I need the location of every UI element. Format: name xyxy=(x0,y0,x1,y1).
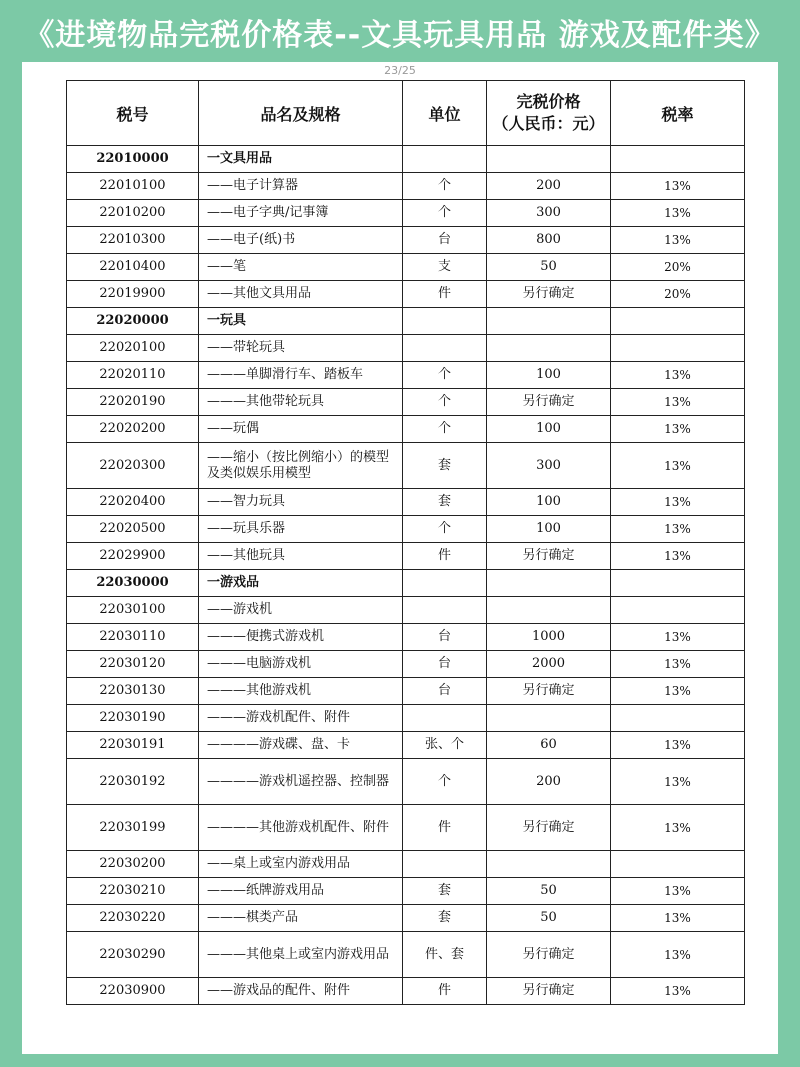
scanned-document xyxy=(22,62,778,1054)
cell-item-name: ———电脑游戏机 xyxy=(199,651,403,678)
table-row xyxy=(67,678,745,705)
cell-price: 100 xyxy=(487,489,611,516)
cell-item-name: ————游戏碟、盘、卡 xyxy=(199,732,403,759)
cell-price: 另行确定 xyxy=(487,978,611,1005)
table-row xyxy=(67,308,745,335)
cell-tax-rate: 13% xyxy=(611,443,745,489)
cell-item-name: ——游戏机 xyxy=(199,597,403,624)
cell-item-name: ——玩具乐器 xyxy=(199,516,403,543)
header-item-name: 品名及规格 xyxy=(199,81,403,146)
cell-item-name: 一文具用品 xyxy=(199,146,403,173)
table-row xyxy=(67,878,745,905)
table-row xyxy=(67,200,745,227)
cell-unit: 套 xyxy=(403,443,487,489)
table-body xyxy=(67,146,745,1005)
cell-unit: 套 xyxy=(403,905,487,932)
cell-price xyxy=(487,597,611,624)
cell-tax-code: 22020110 xyxy=(67,362,199,389)
table-header-row xyxy=(67,81,745,146)
table-row xyxy=(67,173,745,200)
cell-unit: 个 xyxy=(403,416,487,443)
cell-unit: 台 xyxy=(403,678,487,705)
table-row xyxy=(67,624,745,651)
cell-item-name: ————其他游戏机配件、附件 xyxy=(199,805,403,851)
cell-tax-rate xyxy=(611,705,745,732)
table-row xyxy=(67,362,745,389)
table-row xyxy=(67,146,745,173)
table-row xyxy=(67,516,745,543)
cell-tax-code: 22030192 xyxy=(67,759,199,805)
cell-price xyxy=(487,146,611,173)
table-row xyxy=(67,389,745,416)
cell-tax-rate: 13% xyxy=(611,227,745,254)
table-row xyxy=(67,978,745,1005)
cell-item-name: ——其他文具用品 xyxy=(199,281,403,308)
cell-tax-code: 22030200 xyxy=(67,851,199,878)
cell-tax-code: 22020190 xyxy=(67,389,199,416)
cell-tax-rate: 13% xyxy=(611,200,745,227)
cell-tax-code: 22030199 xyxy=(67,805,199,851)
cell-tax-rate: 13% xyxy=(611,759,745,805)
cell-tax-rate: 13% xyxy=(611,416,745,443)
cell-tax-rate: 13% xyxy=(611,543,745,570)
cell-tax-rate: 13% xyxy=(611,173,745,200)
table-row xyxy=(67,570,745,597)
cell-unit: 件 xyxy=(403,281,487,308)
cell-tax-rate: 13% xyxy=(611,516,745,543)
cell-item-name: ———其他游戏机 xyxy=(199,678,403,705)
cell-item-name: ——电子计算器 xyxy=(199,173,403,200)
table-row xyxy=(67,851,745,878)
cell-tax-rate xyxy=(611,597,745,624)
cell-unit: 个 xyxy=(403,759,487,805)
cell-unit xyxy=(403,308,487,335)
cell-tax-rate xyxy=(611,851,745,878)
table-row xyxy=(67,932,745,978)
cell-price xyxy=(487,335,611,362)
table-row xyxy=(67,335,745,362)
cell-tax-code: 22010100 xyxy=(67,173,199,200)
cell-price xyxy=(487,851,611,878)
cell-tax-code: 22020100 xyxy=(67,335,199,362)
table-row xyxy=(67,805,745,851)
table-row xyxy=(67,489,745,516)
cell-unit: 件 xyxy=(403,805,487,851)
cell-tax-code: 22030120 xyxy=(67,651,199,678)
cell-tax-rate: 13% xyxy=(611,651,745,678)
cell-item-name: ——桌上或室内游戏用品 xyxy=(199,851,403,878)
cell-tax-rate: 13% xyxy=(611,932,745,978)
cell-item-name: ——其他玩具 xyxy=(199,543,403,570)
cell-tax-rate: 13% xyxy=(611,732,745,759)
cell-item-name: ——带轮玩具 xyxy=(199,335,403,362)
cell-tax-code: 22030190 xyxy=(67,705,199,732)
cell-item-name: ——电子(纸)书 xyxy=(199,227,403,254)
cell-tax-code: 22030000 xyxy=(67,570,199,597)
cell-unit: 个 xyxy=(403,389,487,416)
table-row xyxy=(67,651,745,678)
cell-tax-rate: 20% xyxy=(611,281,745,308)
cell-price: 60 xyxy=(487,732,611,759)
cell-price: 另行确定 xyxy=(487,281,611,308)
cell-tax-code: 22010000 xyxy=(67,146,199,173)
cell-tax-code: 22020200 xyxy=(67,416,199,443)
cell-item-name: 一游戏品 xyxy=(199,570,403,597)
cell-unit xyxy=(403,851,487,878)
table-row xyxy=(67,705,745,732)
cell-price: 1000 xyxy=(487,624,611,651)
cell-price xyxy=(487,705,611,732)
cell-item-name: ———棋类产品 xyxy=(199,905,403,932)
cell-tax-code: 22030130 xyxy=(67,678,199,705)
table-row xyxy=(67,905,745,932)
cell-unit: 个 xyxy=(403,200,487,227)
cell-unit: 件 xyxy=(403,978,487,1005)
cell-unit: 件 xyxy=(403,543,487,570)
cell-price: 2000 xyxy=(487,651,611,678)
cell-price: 100 xyxy=(487,362,611,389)
cell-tax-code: 22020000 xyxy=(67,308,199,335)
cell-tax-rate: 13% xyxy=(611,878,745,905)
cell-tax-code: 22020500 xyxy=(67,516,199,543)
cell-price: 200 xyxy=(487,759,611,805)
cell-unit: 台 xyxy=(403,227,487,254)
cell-tax-code: 22030290 xyxy=(67,932,199,978)
cell-item-name: ———便携式游戏机 xyxy=(199,624,403,651)
cell-tax-rate xyxy=(611,146,745,173)
cell-tax-rate: 13% xyxy=(611,624,745,651)
cell-unit: 件、套 xyxy=(403,932,487,978)
cell-tax-code: 22030210 xyxy=(67,878,199,905)
cell-price: 300 xyxy=(487,200,611,227)
table-row xyxy=(67,416,745,443)
cell-unit xyxy=(403,146,487,173)
cell-tax-rate: 13% xyxy=(611,362,745,389)
cell-price: 另行确定 xyxy=(487,932,611,978)
cell-tax-code: 22020400 xyxy=(67,489,199,516)
cell-price: 100 xyxy=(487,516,611,543)
cell-price xyxy=(487,308,611,335)
header-tax-rate: 税率 xyxy=(611,81,745,146)
cell-price: 100 xyxy=(487,416,611,443)
cell-tax-rate: 13% xyxy=(611,389,745,416)
table-row xyxy=(67,281,745,308)
cell-price: 另行确定 xyxy=(487,805,611,851)
cell-price: 另行确定 xyxy=(487,389,611,416)
cell-unit: 支 xyxy=(403,254,487,281)
cell-tax-rate xyxy=(611,308,745,335)
cell-unit xyxy=(403,335,487,362)
cell-item-name: ———其他带轮玩具 xyxy=(199,389,403,416)
cell-item-name: 一玩具 xyxy=(199,308,403,335)
cell-tax-rate: 13% xyxy=(611,905,745,932)
cell-tax-rate: 13% xyxy=(611,805,745,851)
cell-tax-rate: 20% xyxy=(611,254,745,281)
cell-tax-code: 22010400 xyxy=(67,254,199,281)
cell-item-name: ——电子字典/记事簿 xyxy=(199,200,403,227)
cell-unit xyxy=(403,705,487,732)
cell-item-name: ——玩偶 xyxy=(199,416,403,443)
cell-item-name: ——缩小（按比例缩小）的模型及类似娱乐用模型 xyxy=(199,443,403,489)
table-row xyxy=(67,732,745,759)
cell-tax-code: 22029900 xyxy=(67,543,199,570)
cell-unit: 张、个 xyxy=(403,732,487,759)
cell-unit: 台 xyxy=(403,651,487,678)
cell-tax-code: 22010200 xyxy=(67,200,199,227)
cell-price: 50 xyxy=(487,254,611,281)
cell-unit xyxy=(403,570,487,597)
cell-tax-code: 22030900 xyxy=(67,978,199,1005)
cell-tax-code: 22019900 xyxy=(67,281,199,308)
cell-unit: 个 xyxy=(403,362,487,389)
cell-price: 300 xyxy=(487,443,611,489)
cell-item-name: ——智力玩具 xyxy=(199,489,403,516)
header-unit: 单位 xyxy=(403,81,487,146)
cell-item-name: ———纸牌游戏用品 xyxy=(199,878,403,905)
table-row xyxy=(67,443,745,489)
tax-price-table xyxy=(66,80,745,1005)
cell-tax-rate: 13% xyxy=(611,978,745,1005)
cell-tax-code: 22030100 xyxy=(67,597,199,624)
table-row xyxy=(67,597,745,624)
cell-item-name: ———游戏机配件、附件 xyxy=(199,705,403,732)
cell-item-name: ————游戏机遥控器、控制器 xyxy=(199,759,403,805)
cell-item-name: ——游戏品的配件、附件 xyxy=(199,978,403,1005)
cell-unit: 个 xyxy=(403,173,487,200)
cell-unit: 套 xyxy=(403,878,487,905)
page-number: 23/25 xyxy=(384,64,416,77)
header-price: 完税价格 （人民币：元） xyxy=(487,81,611,146)
cell-tax-rate xyxy=(611,570,745,597)
cell-price: 800 xyxy=(487,227,611,254)
cell-unit: 台 xyxy=(403,624,487,651)
cell-price xyxy=(487,570,611,597)
cell-unit xyxy=(403,597,487,624)
table-row xyxy=(67,759,745,805)
cell-unit: 套 xyxy=(403,489,487,516)
cell-price: 50 xyxy=(487,878,611,905)
table-row xyxy=(67,227,745,254)
cell-unit: 个 xyxy=(403,516,487,543)
cell-tax-rate xyxy=(611,335,745,362)
cell-tax-code: 22030191 xyxy=(67,732,199,759)
table-row xyxy=(67,543,745,570)
cell-price: 50 xyxy=(487,905,611,932)
cell-tax-code: 22030110 xyxy=(67,624,199,651)
cell-item-name: ——笔 xyxy=(199,254,403,281)
cell-tax-rate: 13% xyxy=(611,489,745,516)
cell-tax-code: 22010300 xyxy=(67,227,199,254)
cell-item-name: ———单脚滑行车、踏板车 xyxy=(199,362,403,389)
cell-price: 200 xyxy=(487,173,611,200)
cell-tax-rate: 13% xyxy=(611,678,745,705)
cell-item-name: ———其他桌上或室内游戏用品 xyxy=(199,932,403,978)
cell-price: 另行确定 xyxy=(487,543,611,570)
cell-tax-code: 22030220 xyxy=(67,905,199,932)
page-title: 《进境物品完税价格表--文具玩具用品 游戏及配件类》 xyxy=(24,18,776,53)
table-row xyxy=(67,254,745,281)
cell-price: 另行确定 xyxy=(487,678,611,705)
header-tax-code: 税号 xyxy=(67,81,199,146)
cell-tax-code: 22020300 xyxy=(67,443,199,489)
